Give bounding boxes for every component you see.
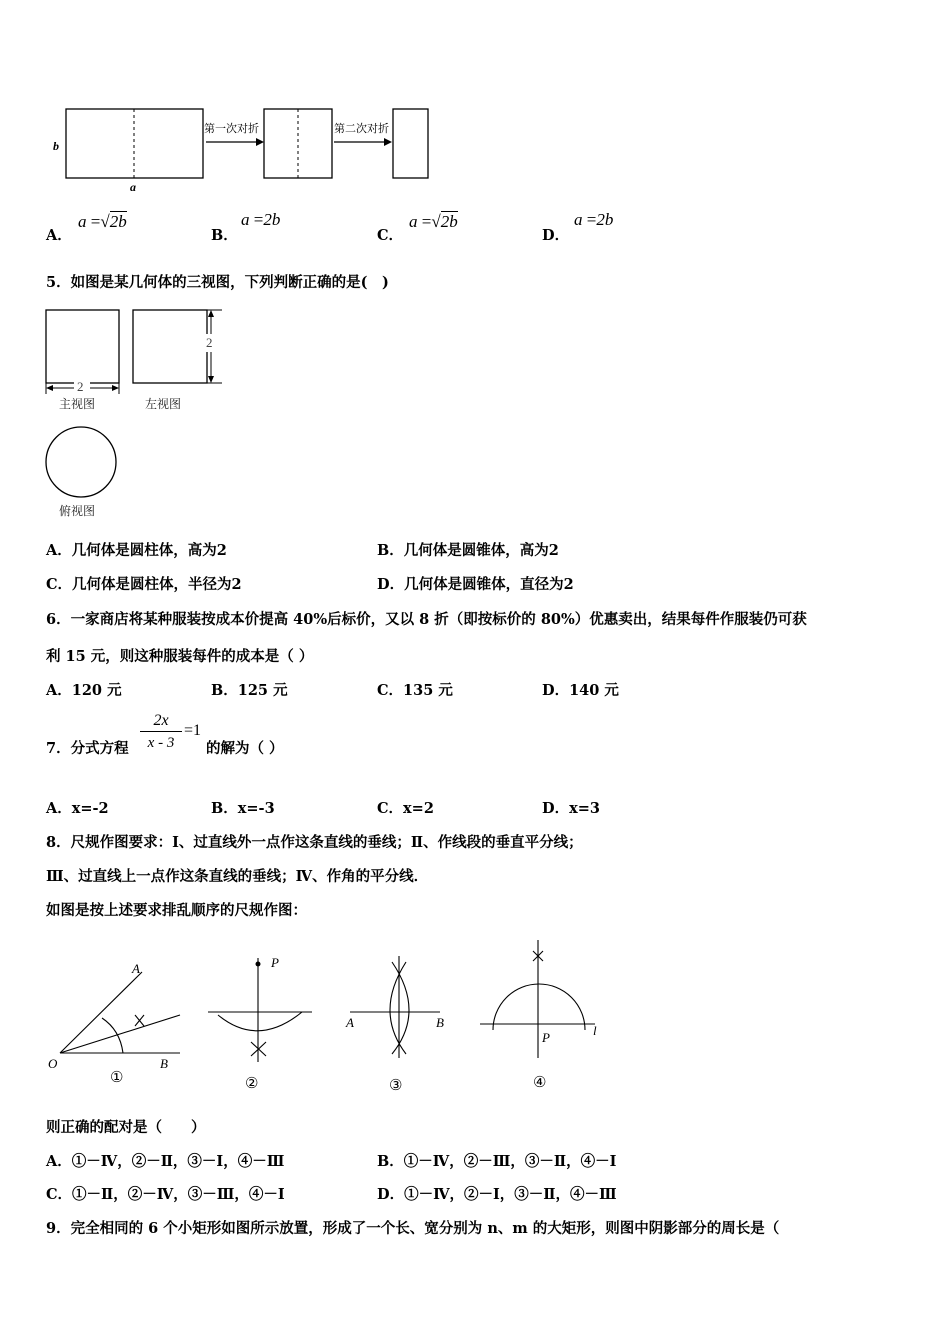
fold-rect-once (264, 109, 332, 178)
q6-option-b[interactable]: B．125 元 (211, 682, 288, 699)
front-view-rect (46, 310, 119, 383)
q4-option-c-expr (409, 212, 458, 232)
fold-rect-twice (393, 109, 428, 178)
q5-stem: 5．如图是某几何体的三视图，下列判断正确的是( ) (46, 274, 389, 291)
q4-option-d[interactable] (542, 210, 614, 245)
fig2-perpendicular-external (208, 958, 312, 1062)
q5-option-c[interactable]: C．几何体是圆柱体，半径为2 (46, 576, 242, 593)
left-view-rect (133, 310, 207, 383)
option-letter: C． (377, 227, 404, 244)
q8-option-d[interactable]: D．①－Ⅳ，②－Ⅰ，③－Ⅱ，④－Ⅲ (377, 1186, 617, 1203)
fig4-number: ④ (533, 1075, 547, 1091)
q8-option-b[interactable]: B．①－Ⅳ，②－Ⅲ，③－Ⅱ，④－Ⅰ (377, 1153, 617, 1170)
sqrt-icon: √ (431, 212, 441, 231)
expr-rhs: 2b (596, 210, 614, 229)
fold-figure (40, 100, 460, 200)
q7-fraction (140, 711, 182, 754)
q4-option-b[interactable] (211, 210, 281, 245)
q7-numerator: 2x (153, 712, 169, 729)
sqrt-icon: √ (100, 212, 110, 231)
expr-eq: = (253, 210, 264, 229)
q4-option-b-expr (241, 210, 280, 230)
fig2-number: ② (245, 1076, 259, 1092)
fig3-number: ③ (389, 1078, 403, 1094)
side-a-label: a (130, 180, 136, 194)
q6-option-a[interactable]: A．120 元 (46, 682, 122, 699)
expr-lhs: a (78, 212, 87, 231)
three-view-figure (40, 302, 240, 527)
fig1-label-a: A (132, 961, 140, 976)
q7-option-d[interactable]: D．x=3 (542, 800, 600, 817)
fig4-label-p: P (542, 1030, 550, 1045)
construction-figures (40, 930, 620, 1100)
fig2-point-p (256, 962, 261, 967)
fig3-perpendicular-bisector (350, 956, 440, 1058)
fold-step2-label: 第二次对折 (334, 123, 389, 135)
q8-line3: 如图是按上述要求排乱顺序的尺规作图： (46, 902, 307, 919)
fig3-label-b: B (436, 1015, 444, 1030)
q7-option-b[interactable]: B．x=-3 (211, 800, 275, 817)
q7-rhs: =1 (184, 722, 202, 739)
q6-option-d[interactable]: D．140 元 (542, 682, 619, 699)
fold-rect-original (66, 109, 203, 178)
q6-stem-line1: 6．一家商店将某种服装按成本价提高 40%后标价，又以 8 折（即按标价的 80%）优惠卖出，结果每件作服装仍可获 (46, 611, 807, 628)
front-view-label: 主视图 (59, 397, 96, 411)
fig1-label-b: B (160, 1056, 168, 1071)
width-dim-label: 2 (77, 379, 84, 394)
fold-arrow-2 (334, 138, 392, 146)
q4-option-a[interactable] (46, 212, 127, 245)
fig1-label-o: O (48, 1056, 58, 1071)
q7-option-a[interactable]: A．x=-2 (46, 800, 109, 817)
q7-option-c[interactable]: C．x=2 (377, 800, 434, 817)
q7-stem-prefix: 7．分式方程 (46, 740, 129, 757)
side-b-label: b (53, 139, 59, 153)
top-view-circle (46, 427, 116, 497)
expr-eq: = (90, 212, 101, 231)
expr-rhs: 2b (440, 212, 458, 231)
expr-rhs: 2b (263, 210, 281, 229)
fold-step1-label: 第一次对折 (204, 123, 259, 135)
q9-stem: 9．完全相同的 6 个小矩形如图所示放置，形成了一个长、宽分别为 n、m 的大矩形，则图中阴影部分的周长是（ (46, 1220, 780, 1237)
option-letter: D． (542, 227, 570, 244)
q8-line2: Ⅲ、过直线上一点作这条直线的垂线；Ⅳ、作角的平分线． (46, 868, 429, 885)
q6-stem-line2: 利 15 元，则这种服装每件的成本是（ ） (46, 648, 314, 665)
fig1-number: ① (110, 1070, 124, 1086)
q8-line1: 8．尺规作图要求：Ⅰ、过直线外一点作这条直线的垂线；Ⅱ、作线段的垂直平分线； (46, 834, 583, 851)
q8-question: 则正确的配对是（ ） (46, 1119, 206, 1136)
fig2-label-p: P (271, 955, 279, 970)
expr-lhs: a (574, 210, 583, 229)
fold-arrow-1 (206, 138, 264, 146)
q8-option-a[interactable]: A．①－Ⅳ，②－Ⅱ，③－Ⅰ，④－Ⅲ (46, 1153, 285, 1170)
option-letter: A． (46, 227, 72, 244)
q5-option-a[interactable]: A．几何体是圆柱体，高为2 (46, 542, 227, 559)
q4-option-a-expr (78, 212, 127, 232)
height-dim-label: 2 (206, 335, 213, 350)
q8-option-c[interactable]: C．①－Ⅱ，②－Ⅳ，③－Ⅲ，④－Ⅰ (46, 1186, 285, 1203)
fig1-angle-bisector (60, 972, 180, 1053)
q7-denominator: x - 3 (147, 735, 175, 751)
fig4-perpendicular-on-line (480, 940, 595, 1058)
expr-eq: = (421, 212, 432, 231)
q4-option-d-expr (574, 210, 613, 230)
q7-stem-suffix: 的解为（ ） (206, 740, 284, 757)
expr-rhs: 2b (109, 212, 127, 231)
expr-lhs: a (241, 210, 250, 229)
expr-eq: = (586, 210, 597, 229)
q5-option-b[interactable]: B．几何体是圆锥体，高为2 (377, 542, 559, 559)
q6-option-c[interactable]: C．135 元 (377, 682, 453, 699)
q5-option-d[interactable]: D．几何体是圆锥体，直径为2 (377, 576, 574, 593)
expr-lhs: a (409, 212, 418, 231)
option-letter: B． (211, 227, 238, 244)
fig3-label-a: A (346, 1015, 354, 1030)
q4-option-c[interactable] (377, 212, 458, 245)
fig4-label-l: l (593, 1023, 597, 1038)
top-view-label: 俯视图 (59, 504, 96, 518)
left-view-label: 左视图 (145, 397, 182, 411)
